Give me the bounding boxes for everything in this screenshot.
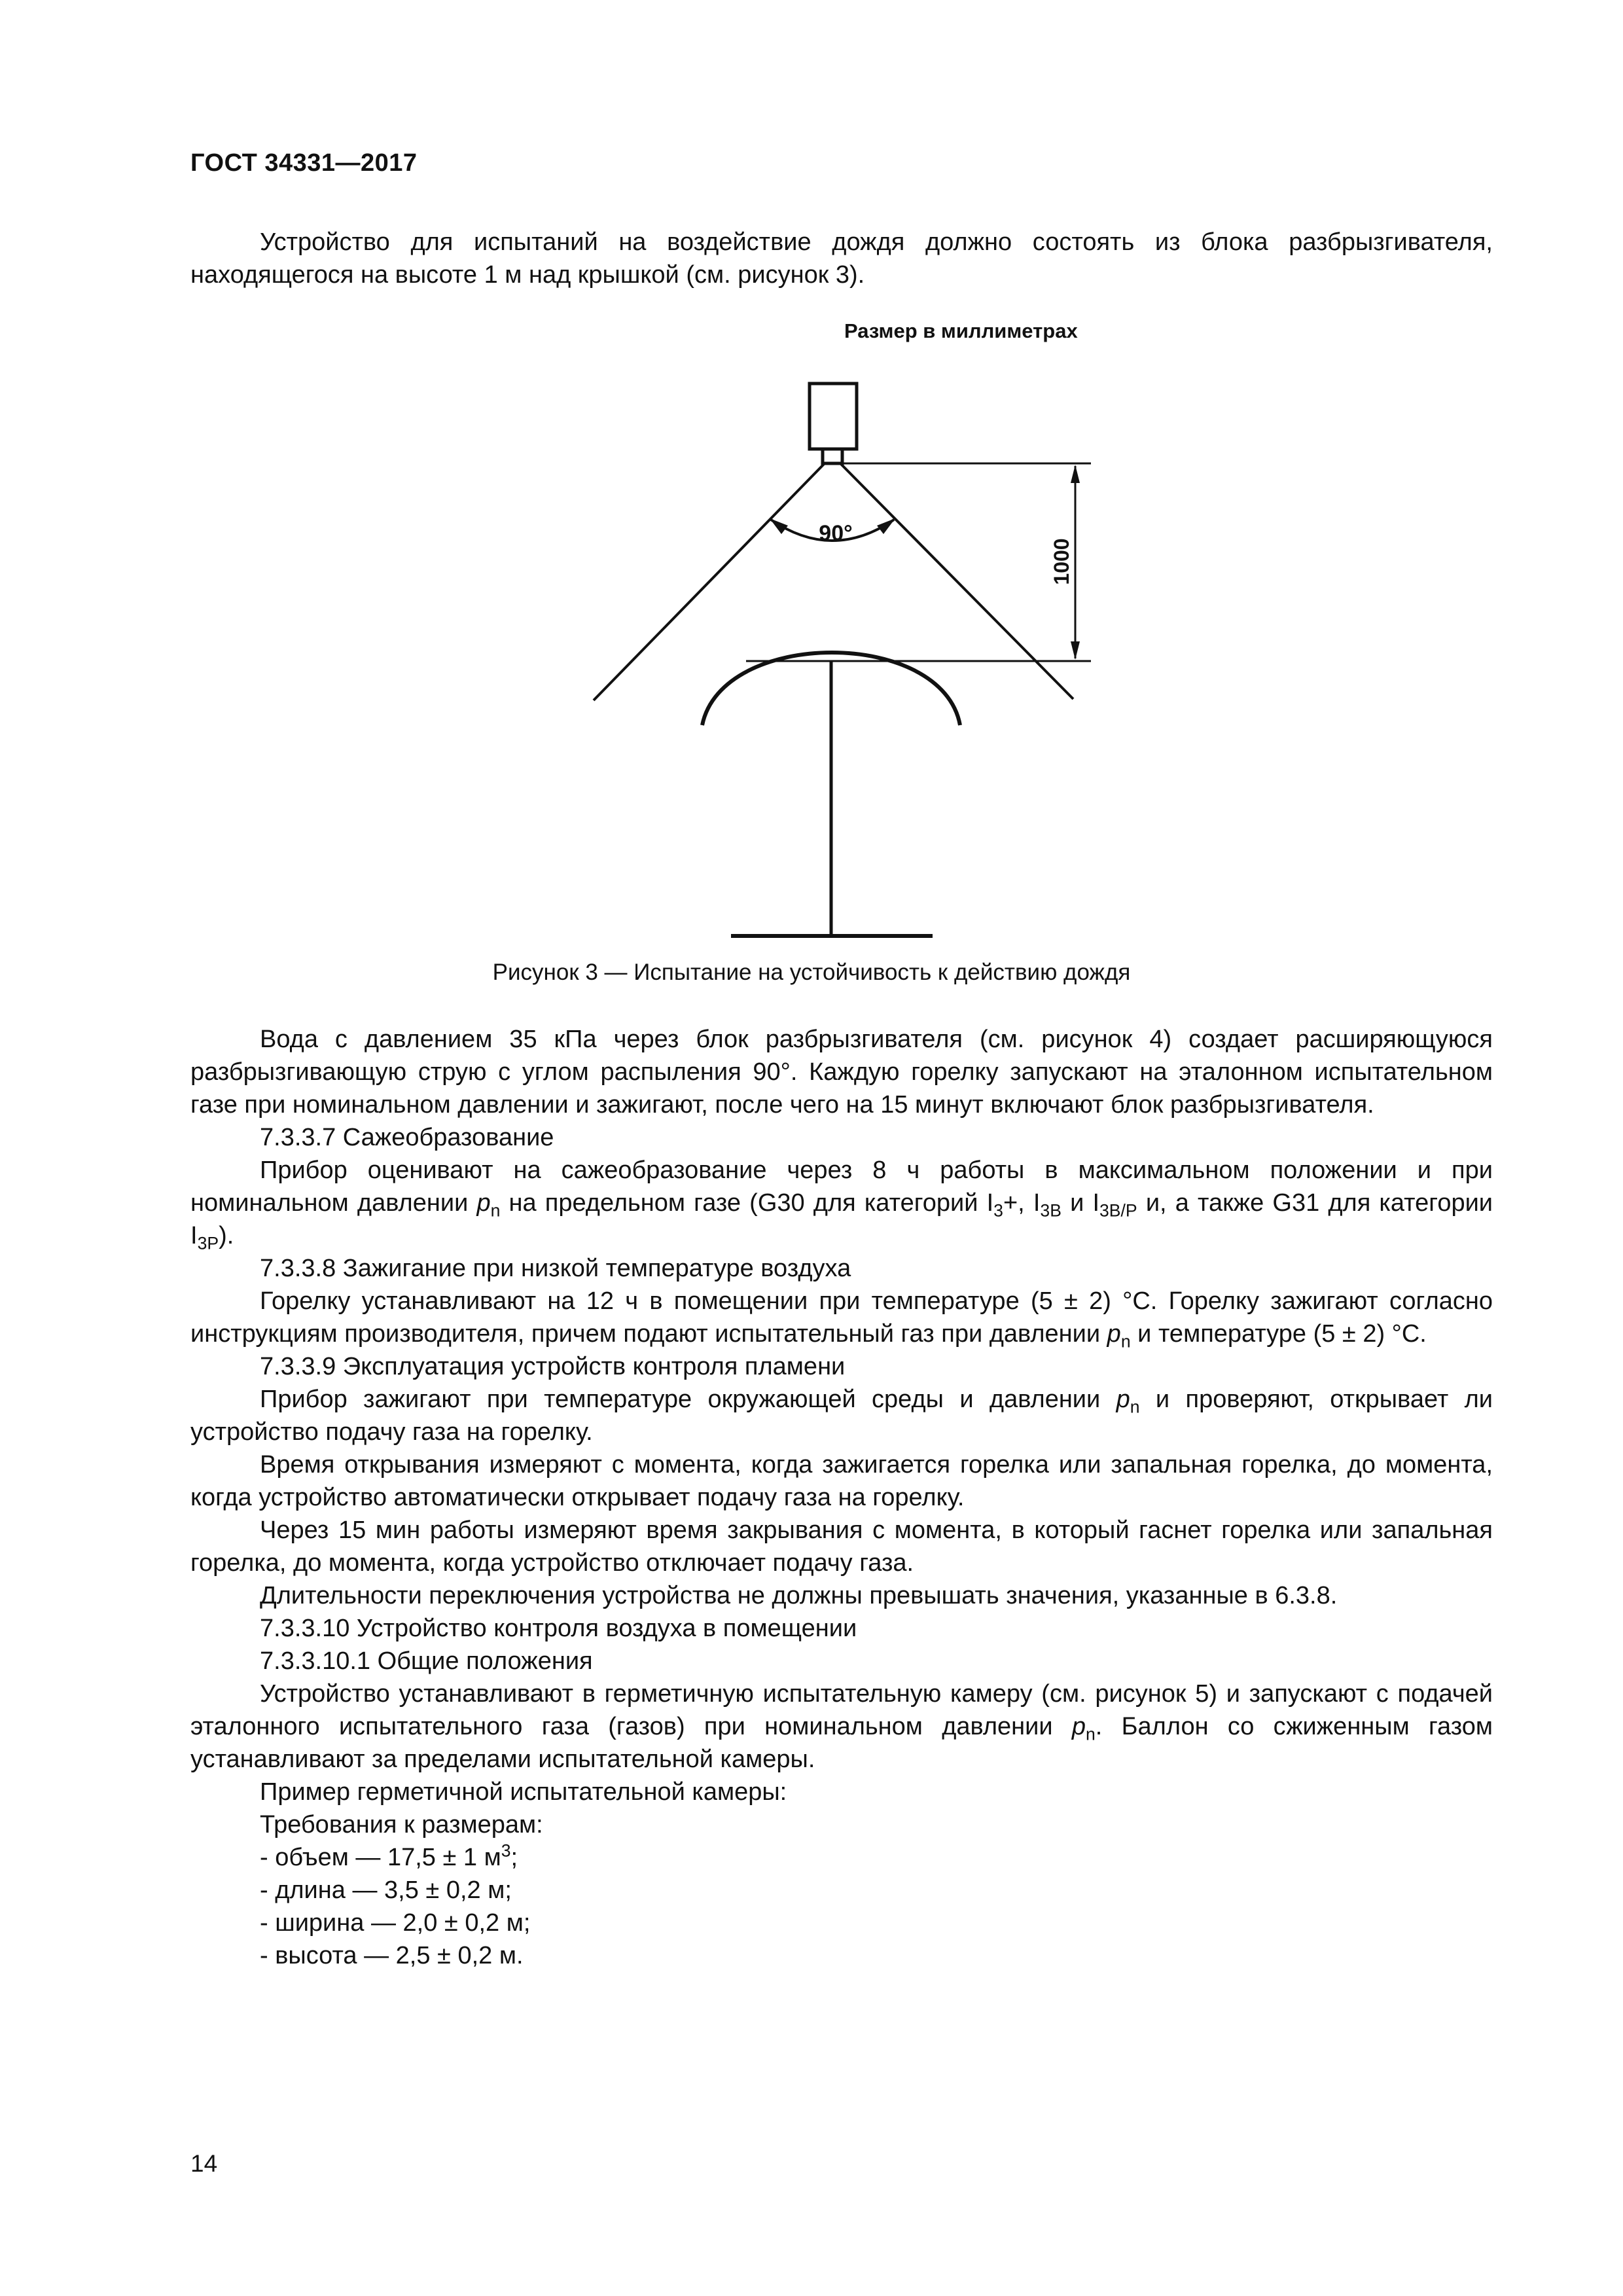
intro-paragraph: Устройство для испытаний на воздействие дождя должно состоять из блока разбрызгивателя, находящегося на высоте 1 м над крышкой (см. рисунок 3).	[190, 228, 1493, 289]
paragraph-size-requirements: Требования к размерам:	[260, 1811, 543, 1839]
paragraph-closing-time: Через 15 мин работы измеряют время закрывания с момента, в который гаснет горелка или запальная горелка, до момента, когда устройство отключает подачу газа.	[190, 1516, 1493, 1577]
spray-line-left	[594, 463, 825, 700]
sprinkler-block	[810, 384, 857, 449]
heading-7-3-3-10-1: 7.3.3.10.1 Общие положения	[260, 1647, 593, 1675]
figure-unit-note: Размер в миллиметрах	[844, 319, 1078, 342]
paragraph-water-pressure: Вода с давлением 35 кПа через блок разбрызгивателя (см. рисунок 4) создает расширяющуюся разбрызгивающую струю с углом распыления 90°. Каждую горелку запускают на эталонном испытательном газе при номинальном давлении и зажигают, после чего на 15 минут включают блок разбрызгивателя.	[190, 1026, 1493, 1119]
paragraph-test-chamber: Устройство устанавливают в герметичную испытательную камеру (см. рисунок 5) и запускают с подачей эталонного испытательного газа (газов) при номинальном давлении $p_n$. Баллон со сжиженным газом устанавливают за пределами испытательной камеры.	[190, 1680, 1493, 1773]
heading-7-3-3-7: 7.3.3.7 Сажеобразование	[260, 1124, 554, 1151]
angle-arrow-right	[877, 518, 895, 534]
paragraph-opening-time: Время открывания измеряют с момента, когда зажигается горелка или запальная горелка, до момента, когда устройство автоматически открывает подачу газа на горелку.	[190, 1451, 1493, 1511]
paragraph-flame-control: Прибор зажигают при температуре окружающей среды и давлении $p_n$ и проверяют, открывает ли устройство подачу газа на горелку.	[190, 1386, 1493, 1446]
paragraph-chamber-example: Пример герметичной испытательной камеры:	[260, 1778, 787, 1806]
heading-7-3-3-9: 7.3.3.9 Эксплуатация устройств контроля пламени	[260, 1353, 846, 1380]
angle-label: 90°	[819, 521, 853, 546]
list-item-length: - длина — 3,5 ± 0,2 м;	[260, 1876, 512, 1904]
paragraph-switching-duration: Длительности переключения устройства не должны превышать значения, указанные в 6.3.8.	[260, 1582, 1338, 1609]
dimension-arrow-bottom	[1071, 641, 1080, 660]
figure-3-diagram	[0, 0, 1623, 956]
document-header: ГОСТ 34331—2017	[190, 149, 418, 177]
angle-arrow-left	[770, 518, 788, 534]
heading-7-3-3-10: 7.3.3.10 Устройство контроля воздуха в помещении	[260, 1615, 857, 1642]
sprinkler-nozzle	[823, 449, 842, 463]
body-section	[190, 1023, 1493, 1972]
page-number: 14	[190, 2150, 218, 2177]
dimension-arrow-top	[1071, 465, 1080, 483]
list-item-volume: - объем — 17,5 ± 1 $м^3$;	[260, 1840, 518, 1871]
spray-line-right	[840, 463, 1073, 699]
list-item-width: - ширина — 2,0 ± 0,2 м;	[260, 1909, 531, 1937]
paragraph-soot: Прибор оценивают на сажеобразование через 8 ч работы в максимальном положении и при номинальном давлении $p_n$ на предельном газе (G30 для категорий $I_3+$, $I_{3B}$ и $I_{3B/P}$ и, а также G31 для категории $I_{3P}$).	[190, 1157, 1493, 1253]
figure-caption: Рисунок 3 — Испытание на устойчивость к действию дождя	[492, 960, 1131, 985]
heading-7-3-3-8: 7.3.3.8 Зажигание при низкой температуре воздуха	[260, 1255, 851, 1282]
list-item-height: - высота — 2,5 ± 0,2 м.	[260, 1942, 524, 1969]
dimension-label: 1000	[1050, 538, 1073, 585]
paragraph-low-temperature: Горелку устанавливают на 12 ч в помещении при температуре (5 ± 2) °С. Горелку зажигают согласно инструкциям производителя, причем подают испытательный газ при давлении $p_n$ и температуре (5 ± 2) °С.	[190, 1287, 1493, 1352]
